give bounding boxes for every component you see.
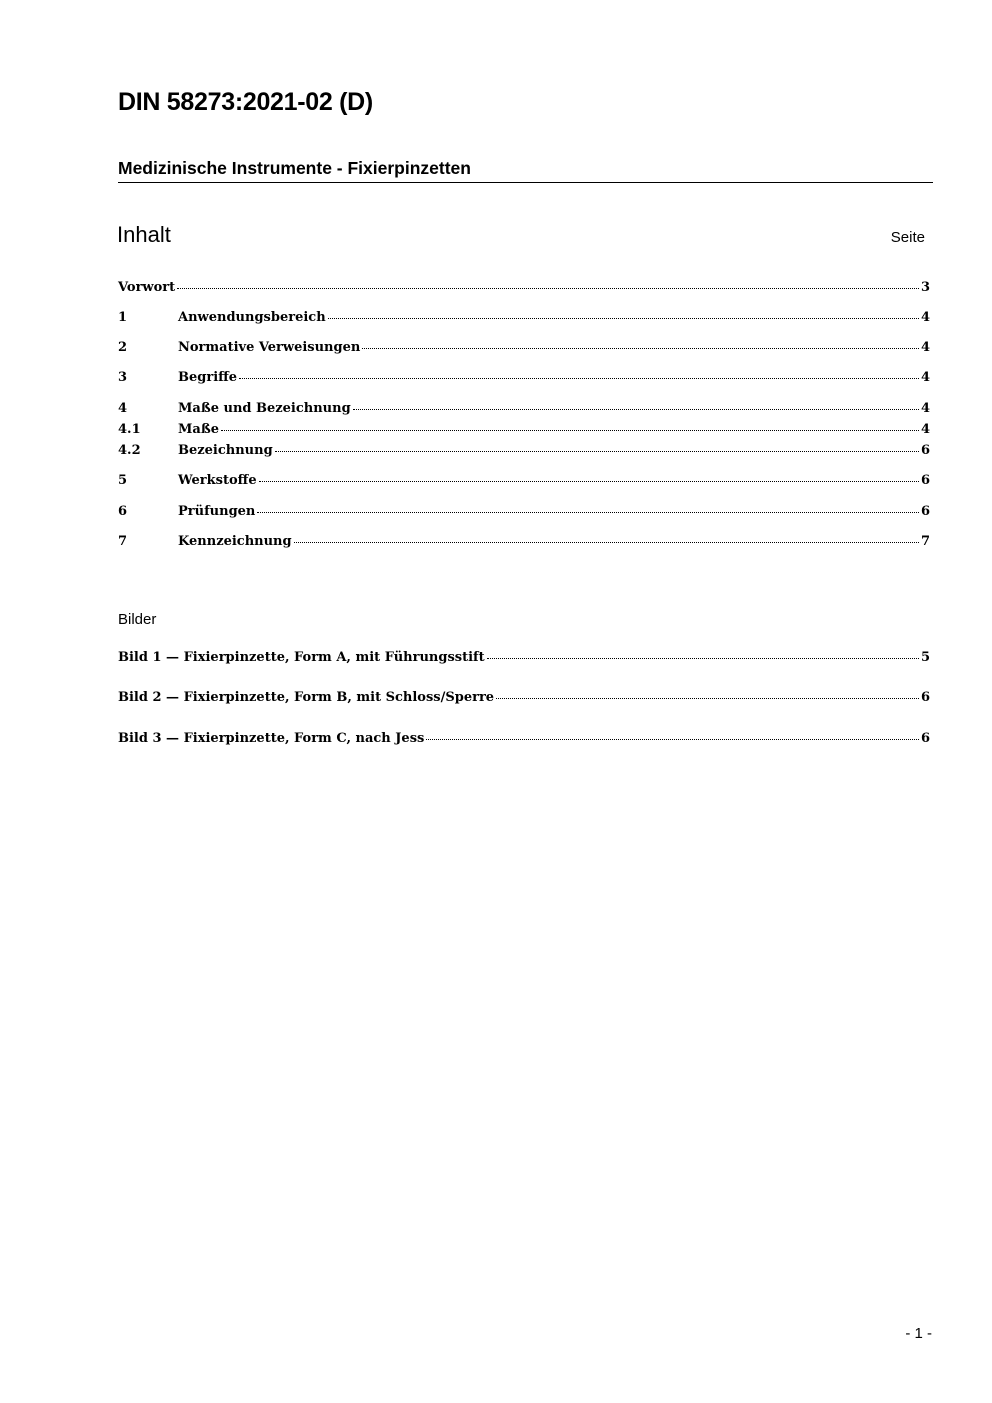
toc-entry-text: Normative Verweisungen xyxy=(178,340,361,355)
toc-entry-number: 4.1 xyxy=(118,422,141,437)
toc-entry-page: 4 xyxy=(920,370,930,385)
toc-entry-text: Begriffe xyxy=(178,370,238,385)
toc-entry-4[interactable] xyxy=(118,401,930,421)
toc-entry-6[interactable] xyxy=(118,504,930,524)
figure-entry-text: Bild 1 — Fixierpinzette, Form A, mit Führungsstift xyxy=(118,650,485,665)
toc-entry-7[interactable] xyxy=(118,534,930,554)
figure-entry-text: Bild 3 — Fixierpinzette, Form C, nach Jess xyxy=(118,731,425,746)
toc-entry-number: 4 xyxy=(118,401,128,416)
document-subtitle: Medizinische Instrumente - Fixierpinzetten xyxy=(118,158,933,183)
figures-heading: Bilder xyxy=(118,611,157,628)
toc-entry-5[interactable] xyxy=(118,473,930,493)
toc-entry-page: 4 xyxy=(920,401,930,416)
toc-entry-page: 4 xyxy=(920,310,930,325)
toc-entry-page: 6 xyxy=(920,504,930,519)
toc-entry-4-1[interactable] xyxy=(118,422,930,442)
toc-entry-number: 7 xyxy=(118,534,128,549)
toc-entry-2[interactable] xyxy=(118,340,930,360)
toc-entry-page: 4 xyxy=(920,422,930,437)
document-title: DIN 58273:2021-02 (D) xyxy=(118,88,373,116)
toc-entry-number: 6 xyxy=(118,504,128,519)
toc-entry-text: Maße xyxy=(178,422,219,437)
toc-entry-text: Maße und Bezeichnung xyxy=(178,401,351,416)
toc-entry-text: Anwendungsbereich xyxy=(178,310,326,325)
toc-leader-dots xyxy=(221,429,919,431)
toc-entry-page: 7 xyxy=(920,534,930,549)
toc-entry-text: Bezeichnung xyxy=(178,443,273,458)
toc-entry-3[interactable] xyxy=(118,370,930,390)
toc-entry-page: 6 xyxy=(920,443,930,458)
toc-entry-text: Vorwort xyxy=(118,280,176,295)
toc-entry-number: 5 xyxy=(118,473,128,488)
toc-leader-dots xyxy=(177,287,919,289)
figure-entry-page: 6 xyxy=(920,731,930,746)
figure-entry-text: Bild 2 — Fixierpinzette, Form B, mit Schloss/Sperre xyxy=(118,690,495,705)
toc-leader-dots xyxy=(259,480,919,482)
figure-entry-page: 6 xyxy=(920,690,930,705)
figure-entry-page: 5 xyxy=(920,650,930,665)
toc-leader-dots xyxy=(426,738,919,740)
toc-entry-text: Prüfungen xyxy=(178,504,256,519)
toc-entry-page: 3 xyxy=(920,280,930,295)
toc-leader-dots xyxy=(487,657,919,659)
toc-heading: Inhalt xyxy=(117,222,171,247)
toc-entry-text: Kennzeichnung xyxy=(178,534,292,549)
toc-entry-1[interactable] xyxy=(118,310,930,330)
toc-page-column-label: Seite xyxy=(890,229,925,246)
toc-entry-text: Werkstoffe xyxy=(178,473,257,488)
toc-entry-number: 4.2 xyxy=(118,443,141,458)
toc-leader-dots xyxy=(275,450,919,452)
toc-leader-dots xyxy=(239,377,919,379)
toc-entry-number: 1 xyxy=(118,310,128,325)
figure-entry-2[interactable] xyxy=(118,690,930,710)
figure-entry-3[interactable] xyxy=(118,731,930,751)
toc-leader-dots xyxy=(496,697,919,699)
toc-leader-dots xyxy=(362,347,919,349)
page-number: - 1 - xyxy=(905,1325,932,1342)
toc-entry-vorwort[interactable] xyxy=(118,280,930,300)
toc-leader-dots xyxy=(257,511,919,513)
toc-leader-dots xyxy=(328,317,919,319)
toc-entry-page: 4 xyxy=(920,340,930,355)
figure-entry-1[interactable] xyxy=(118,650,930,670)
toc-leader-dots xyxy=(294,541,919,543)
toc-entry-number: 3 xyxy=(118,370,128,385)
toc-entry-4-2[interactable] xyxy=(118,443,930,463)
toc-leader-dots xyxy=(353,408,919,410)
toc-entry-number: 2 xyxy=(118,340,128,355)
toc-entry-page: 6 xyxy=(920,473,930,488)
